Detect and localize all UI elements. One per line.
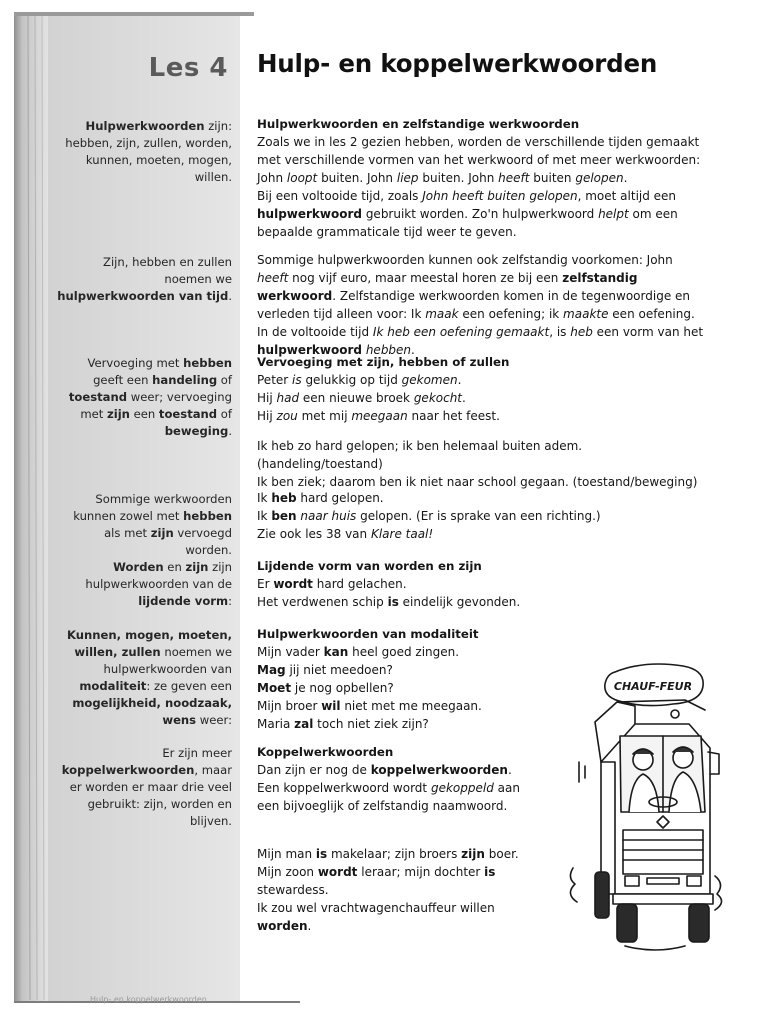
paragraph: Sommige hulpwerkwoorden kunnen ook zelfstandig voorkomen: John heeft nog vijf euro, maar meestal horen ze bij een zelfstandig werkwoord. Zelfstandige werkwoorden komen in de tegenwoordige en verleden tijd alleen voor: Ik maak een oefening; ik maakte een oefening. In de voltooide tijd Ik heb een oefening gemaakt, is heb een vorm van het hulpwerkwoord hebben. bbox=[257, 253, 704, 357]
side-note-passive: Worden en zijn zijn hulpwerkwoorden van de lijdende vorm: bbox=[85, 560, 232, 608]
example-line: Mijn zoon wordt leraar; mijn dochter is stewardess. bbox=[257, 865, 496, 897]
section-heading: Koppelwerkwoorden bbox=[257, 745, 394, 759]
example-line: Hij had een nieuwe broek gekocht. bbox=[257, 391, 466, 405]
title-main: Hulp- en koppel bbox=[257, 49, 472, 78]
example-line: Ik heb zo hard gelopen; ik ben helemaal buiten adem. (handeling/toestand) bbox=[257, 439, 583, 471]
example-line: Er wordt hard gelachen. bbox=[257, 577, 407, 591]
side-note-modality: Kunnen, mogen, moeten, willen, zullen noemen we hulpwerkwoorden van modaliteit: ze geven een mogelijkheid, noodzaak, wens weer: bbox=[67, 628, 232, 727]
example-line: Ik zou wel vrachtwagenchauffeur willen worden. bbox=[257, 901, 495, 933]
example-line: Ik heb hard gelopen. bbox=[257, 491, 384, 505]
section-passive bbox=[257, 557, 707, 611]
example-line: Zie ook les 38 van Klare taal! bbox=[257, 527, 434, 541]
section-independent-use bbox=[257, 251, 707, 359]
section-heading: Lijdende vorm van worden en zijn bbox=[257, 559, 482, 573]
side-note-conjugation: Vervoeging met hebben geeft een handeling of toestand weer; vervoeging met zijn een toestand of beweging. bbox=[68, 356, 232, 438]
paragraph: Zoals we in les 2 gezien hebben, worden de verschillende tijden gemaakt met verschillende vormen van het werkwoord of met meer werkwoorden: John loopt buiten. John liep buiten. John heeft buiten gelopen. bbox=[257, 135, 701, 185]
speech-bubble-text: CHAUF-FEUR bbox=[613, 680, 693, 693]
side-note-auxiliary-verbs: Hulpwerkwoorden zijn: hebben, zijn, zullen, worden, kunnen, moeten, mogen, willen. bbox=[65, 119, 232, 184]
truck-illustration bbox=[565, 662, 725, 954]
section-heading: Hulpwerkwoorden van modaliteit bbox=[257, 627, 479, 641]
example-line: Mag jij niet meedoen? bbox=[257, 663, 393, 677]
section-linking-examples bbox=[257, 845, 522, 935]
paragraph: Dan zijn er nog de koppelwerkwoorden. Een koppelwerkwoord wordt gekoppeld aan een bijvoeglijk of zelfstandig naamwoord. bbox=[257, 763, 520, 813]
section-heading: Vervoeging met zijn, hebben of zullen bbox=[257, 355, 510, 369]
example-line: Peter is gelukkig op tijd gekomen. bbox=[257, 373, 462, 387]
page-title bbox=[257, 49, 657, 78]
paragraph: Bij een voltooide tijd, zoals John heeft buiten gelopen, moet altijd een hulpwerkwoord gebruikt worden. Zo'n hulpwerkwoord helpt om een bepaalde grammaticale tijd weer te geven. bbox=[257, 189, 678, 239]
lesson-label: Les 4 bbox=[148, 53, 228, 83]
side-note-linking-verbs: Er zijn meer koppelwerkwoorden, maar er worden er maar drie veel gebruikt: zijn, worden en blijven. bbox=[61, 746, 232, 828]
section-heading: Hulpwerkwoorden en zelfstandige werkwoorden bbox=[257, 117, 580, 131]
section-conjugation-examples bbox=[257, 437, 707, 491]
example-line: Hij zou met mij meegaan naar het feest. bbox=[257, 409, 500, 423]
section-auxiliary-independent bbox=[257, 115, 707, 241]
footer-running-title: Hulp- en koppelwerkwoorden bbox=[90, 995, 207, 1004]
example-line: Moet je nog opbellen? bbox=[257, 681, 394, 695]
example-line: Ik ben ziek; daarom ben ik niet naar school gegaan. (toestand/beweging) bbox=[257, 475, 698, 489]
example-line: Mijn vader kan heel goed zingen. bbox=[257, 645, 460, 659]
side-note-tense-auxiliaries: Zijn, hebben en zullen noemen we hulpwerkwoorden van tijd. bbox=[57, 255, 232, 303]
example-line: Maria zal toch niet ziek zijn? bbox=[257, 717, 429, 731]
section-conjugation-direction bbox=[257, 489, 707, 543]
example-line: Ik ben naar huis gelopen. (Er is sprake van een richting.) bbox=[257, 509, 601, 523]
example-line: Het verdwenen schip is eindelijk gevonden. bbox=[257, 595, 521, 609]
side-note-both-auxiliaries: Sommige werkwoorden kunnen zowel met hebben als met zijn vervoegd worden. bbox=[73, 492, 232, 557]
example-line: Mijn man is makelaar; zijn broers zijn boer. bbox=[257, 847, 519, 861]
title-suffix: werkwoorden bbox=[471, 49, 658, 78]
section-linking-verbs bbox=[257, 743, 522, 815]
section-conjugation bbox=[257, 353, 707, 425]
example-line: Mijn broer wil niet met me meegaan. bbox=[257, 699, 482, 713]
